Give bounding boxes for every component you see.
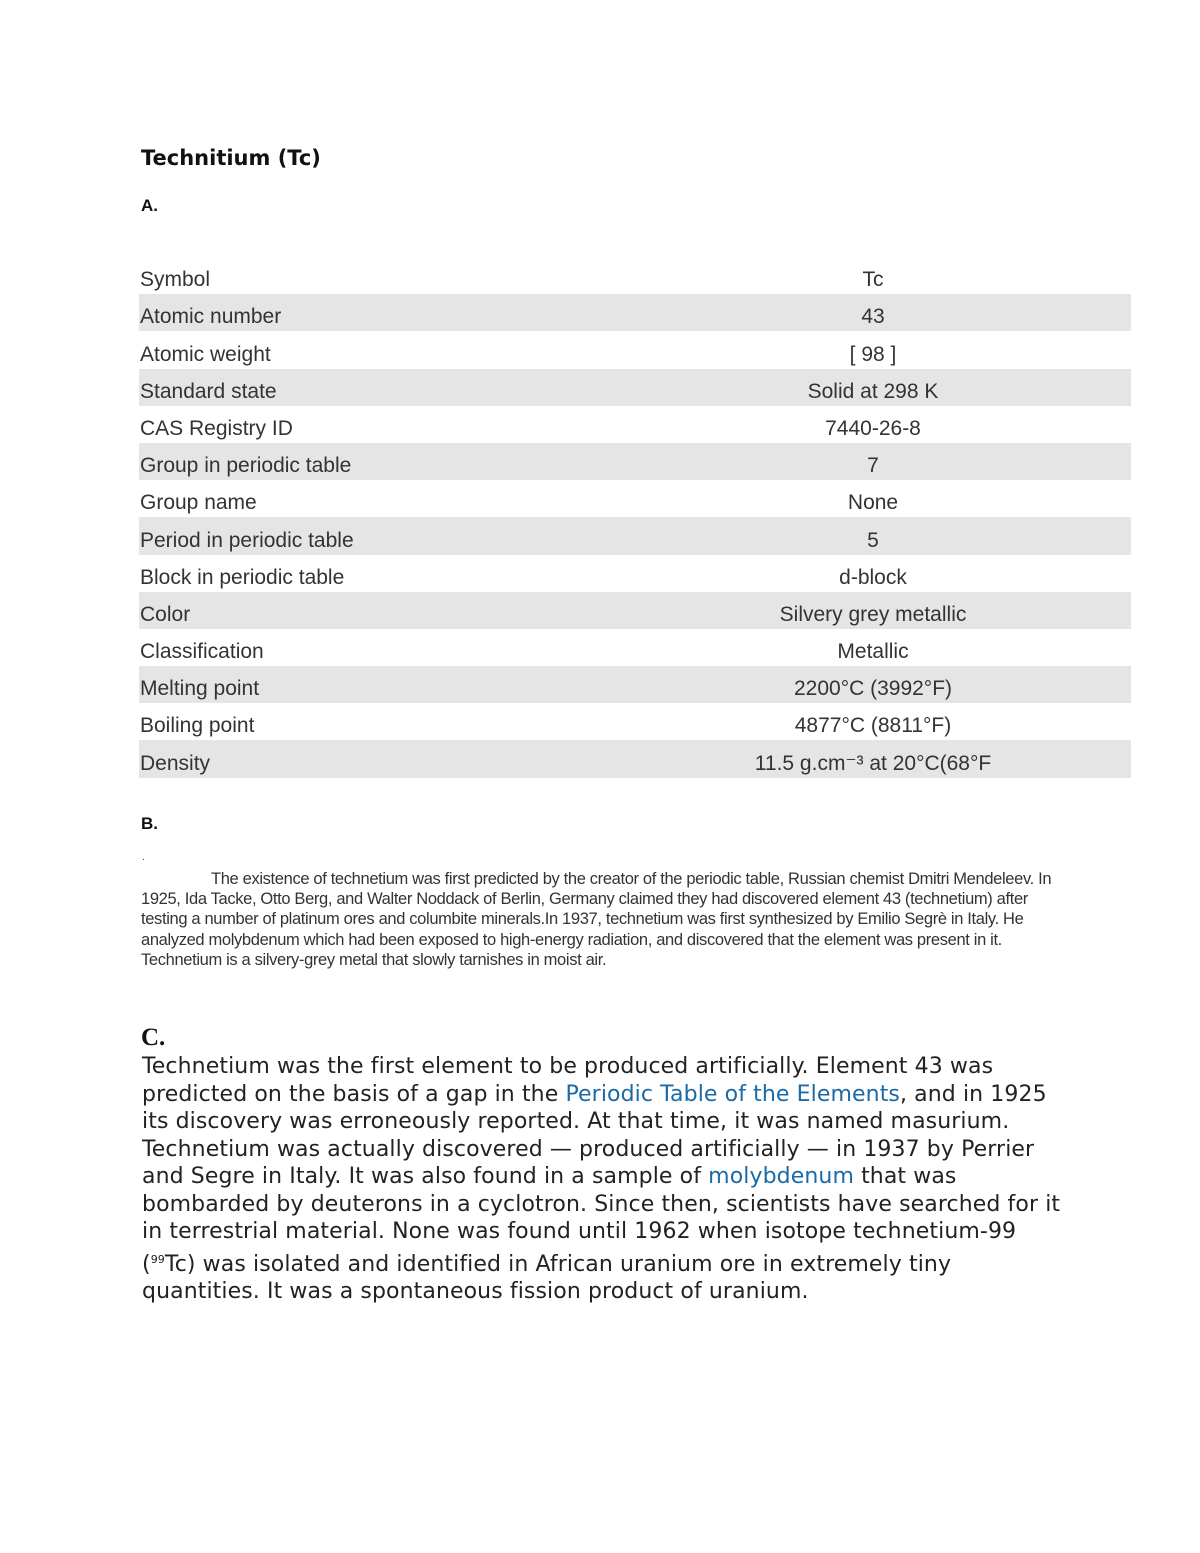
- isotope-mass-number: 99: [150, 1252, 165, 1266]
- table-row: [139, 517, 1131, 554]
- table-row: [139, 480, 1131, 517]
- table-row: [139, 257, 1131, 294]
- section-c-paragraph-1: [142, 1053, 1062, 1136]
- table-row: [139, 592, 1131, 629]
- text-span: Technetium was actually discovered — produced artificially — in 1937 by Perrier and Segre in Italy. It was also found in a sample of: [142, 1136, 1035, 1189]
- text-span: ) was isolated and identified in African uranium ore in extremely tiny quantities. It was a spontaneous fission product of uranium.: [142, 1251, 952, 1304]
- property-name: Atomic weight: [140, 342, 271, 366]
- property-value: None: [847, 491, 899, 515]
- property-name: Block in periodic table: [140, 565, 345, 589]
- section-c-paragraph-2: [142, 1136, 1062, 1306]
- table-row: [139, 629, 1131, 666]
- property-name: Melting point: [140, 677, 260, 701]
- property-value: 5: [867, 528, 879, 552]
- text-span: that was bombarded by deuterons in a cyclotron. Since then, scientists have searched for it in terrestrial material. None was found until 1962 when isotope technetium-99 (: [142, 1164, 1061, 1277]
- page-title: Technitium (Tc): [141, 146, 321, 170]
- property-value: 7440-26-8: [825, 416, 921, 440]
- property-name: Period in periodic table: [140, 528, 354, 552]
- section-c-label: C.: [141, 1024, 166, 1051]
- section-a-label: A.: [141, 196, 158, 215]
- molybdenum-link[interactable]: molybdenum: [708, 1164, 854, 1189]
- property-value: 11.5 g.cm⁻³ at 20°C(68°F: [754, 751, 992, 775]
- table-row: [139, 443, 1131, 480]
- property-value: Metallic: [837, 640, 909, 664]
- text-span: Technetium was the first element to be produced artificially. Element 43 was predicted on the basis of a gap in the: [142, 1054, 994, 1107]
- text-span: , and in 1925 its discovery was erroneously reported. At that time, it was named masurium.: [142, 1081, 1047, 1134]
- table-row: [139, 703, 1131, 740]
- table-row: [139, 555, 1131, 592]
- section-b-paragraph: The existence of technetium was first predicted by the creator of the periodic table, Russian chemist Dmitri Mendeleev. In 1925, Ida Tacke, Otto Berg, and Walter Noddack of Berlin, Germany claimed they had discovered element 43 (technetium) after testing a number of platinum ores and columbite minerals.In 1937, technetium was first synthesized by Emilio Segrè in Italy. He analyzed molybdenum which had been exposed to high-energy radiation, and discovered that the element was present in it. Technetium is a silvery-grey metal that slowly tarnishes in moist air.: [141, 870, 1052, 969]
- property-name: Atomic number: [140, 305, 282, 329]
- table-row: [139, 406, 1131, 443]
- property-name: Boiling point: [140, 714, 255, 738]
- property-name: Group name: [140, 491, 257, 515]
- property-name: Density: [140, 751, 211, 775]
- property-value: 7: [867, 454, 879, 478]
- property-name: Color: [140, 602, 191, 626]
- property-value: Silvery grey metallic: [779, 602, 967, 626]
- property-name: Group in periodic table: [140, 454, 352, 478]
- property-value: 43: [861, 305, 885, 329]
- table-row: [139, 331, 1131, 368]
- property-value: 2200°C (3992°F): [793, 677, 953, 701]
- table-row: [139, 740, 1131, 777]
- property-value: Solid at 298 K: [807, 379, 939, 403]
- property-name: Classification: [140, 640, 264, 664]
- property-value: [ 98 ]: [849, 342, 897, 366]
- isotope-symbol: Tc: [164, 1251, 187, 1277]
- property-value: d-block: [839, 565, 907, 589]
- property-name: Standard state: [140, 379, 277, 403]
- table-row: [139, 294, 1131, 331]
- bullet-dot: .: [142, 852, 145, 863]
- property-name: CAS Registry ID: [140, 416, 293, 440]
- property-value: 4877°C (8811°F): [794, 714, 952, 738]
- property-name: Symbol: [140, 268, 211, 292]
- section-b-label: B.: [141, 814, 158, 833]
- property-value: Tc: [862, 268, 884, 292]
- section-c-body: [142, 1053, 1062, 1306]
- table-row: [139, 666, 1131, 703]
- table-row: [139, 369, 1131, 406]
- properties-table: [139, 257, 1131, 778]
- periodic-table-link[interactable]: Periodic Table of the Elements: [565, 1081, 900, 1107]
